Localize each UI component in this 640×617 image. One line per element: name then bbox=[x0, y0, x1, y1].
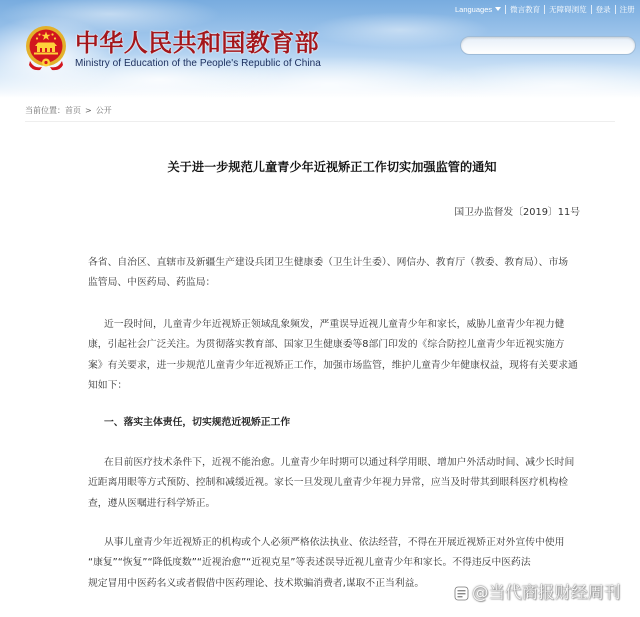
accessibility-link[interactable]: 无障碍浏览 bbox=[544, 5, 591, 14]
site-title-english: Ministry of Education of the People's Republic of China bbox=[75, 58, 321, 69]
article-title: 关于进一步规范儿童青少年近视矫正工作切实加强监管的通知 bbox=[167, 160, 497, 174]
breadcrumb bbox=[25, 105, 112, 117]
watermark-text: @当代商报财经周刊 bbox=[472, 583, 621, 602]
document-number: 国卫办监督发〔2019〕11号 bbox=[454, 207, 580, 218]
paragraph-line: 近距离用眼等方式预防、控制和减缓近视。家长一旦发现儿童青少年视力异常，应当及时带其到眼科医疗机构检 bbox=[88, 477, 569, 489]
paragraph-line: 规定冒用中医药名义或者假借中医药理论、技术欺骗消费者,谋取不正当利益。 bbox=[88, 577, 425, 589]
paragraph-line: 康，引起社会广泛关注。为贯彻落实教育部、国家卫生健康委等8部门印发的《综合防控儿童青少年近视实施方 bbox=[88, 339, 565, 351]
breadcrumb-separator: > bbox=[85, 106, 92, 115]
languages-label: Languages bbox=[455, 4, 493, 14]
breadcrumb-label: 当前位置： bbox=[25, 106, 65, 115]
breadcrumb-current-link[interactable]: 公开 bbox=[95, 106, 112, 115]
weiyan-jiaoyu-link[interactable]: 微言教育 bbox=[505, 5, 544, 14]
site-title[interactable]: 中华人民共和国教育部 bbox=[75, 29, 319, 57]
search-input[interactable] bbox=[460, 36, 636, 55]
section-heading bbox=[88, 413, 290, 433]
paragraph-line: 各省、自治区、直辖市及新疆生产建设兵团卫生健康委（卫生计生委）、网信办、教育厅（教委、教育局）、市场 bbox=[88, 257, 569, 268]
paragraph-line: 监管局、中医药局、药监局： bbox=[88, 277, 216, 289]
breadcrumb-home-link[interactable]: 首页 bbox=[65, 106, 81, 115]
paragraph-line: 从事儿童青少年近视矫正的机构或个人必须严格依法执业、依法经营，不得在开展近视矫正对外宣传中使用 bbox=[104, 537, 565, 548]
site-header bbox=[0, 0, 640, 98]
paragraph-line: 知如下： bbox=[88, 379, 128, 391]
top-links bbox=[455, 3, 639, 15]
paragraph-line: “康复”“恢复”“降低度数”“近视治愈”“近视克星”等表述误导近视儿童青少年和家长。不得违反中医药法 bbox=[88, 557, 531, 569]
watermark bbox=[454, 582, 621, 604]
languages-dropdown[interactable] bbox=[455, 5, 505, 14]
section-paragraph bbox=[88, 453, 574, 514]
breadcrumb-divider bbox=[25, 121, 615, 122]
paragraph-line: 案》有关要求，进一步规范儿童青少年近视矫正工作，加强市场监管，维护儿童青少年健康权益，现将有关要求通 bbox=[88, 359, 578, 371]
chevron-down-icon bbox=[495, 7, 501, 11]
addressee-paragraph bbox=[88, 253, 568, 294]
paragraph-line: 在目前医疗技术条件下，近视不能治愈。儿童青少年时期可以通过科学用眼、增加户外活动时间、减少长时间 bbox=[104, 457, 575, 468]
paragraph-line: 查，遵从医嘱进行科学矫正。 bbox=[88, 497, 216, 509]
login-link[interactable]: 登录 bbox=[591, 5, 615, 14]
register-link[interactable]: 注册 bbox=[615, 5, 639, 14]
intro-paragraph bbox=[88, 315, 578, 396]
toutiao-logo-icon bbox=[454, 586, 469, 601]
section-heading-text: 一、落实主体责任，切实规范近视矫正工作 bbox=[104, 417, 291, 428]
national-emblem-icon[interactable] bbox=[24, 25, 68, 71]
paragraph-line: 近一段时间，儿童青少年近视矫正领域乱象频发，严重误导近视儿童青少年和家长，威胁儿童青少年视力健 bbox=[104, 319, 565, 330]
